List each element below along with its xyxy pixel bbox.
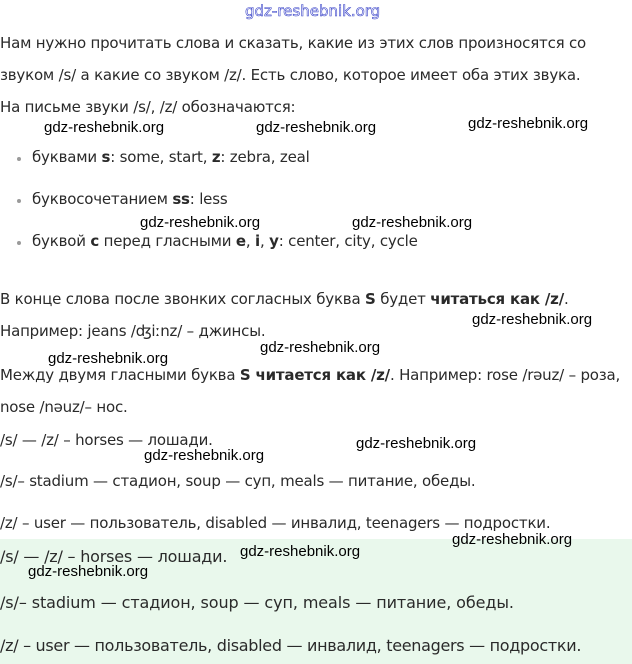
bullet-dot xyxy=(17,241,21,245)
watermark: gdz-reshebnik.org xyxy=(452,531,573,548)
watermark: gdz-reshebnik.org xyxy=(140,214,261,231)
intro-line-1: Нам нужно прочитать слова и сказать, какие из этих слов произносятся со xyxy=(0,34,587,52)
watermark: gdz-reshebnik.org xyxy=(144,447,265,464)
answer-line-3: /z/ – user — пользователь, disabled — инвалид, teenagers — подростки. xyxy=(0,514,551,532)
watermark: gdz-reshebnik.org xyxy=(44,119,165,136)
watermark: gdz-reshebnik.org xyxy=(260,339,381,356)
watermark: gdz-reshebnik.org xyxy=(256,119,377,136)
rule-between-vowels: Между двумя гласными буква S читается как /z/. Например: rose /rəuz/ – роза, xyxy=(0,366,621,384)
intro-line-3: На письме звуки /s/, /z/ обозначаются: xyxy=(0,98,296,116)
answer-highlight-line-1: /s/ — /z/ – horses — лошади. xyxy=(0,547,228,566)
intro-line-2: звуком /s/ а какие со звуком /z/. Есть слово, которое имеет оба этих звука. xyxy=(0,66,581,84)
answer-line-2: /s/– stadium — стадион, soup — суп, meals — питание, обеды. xyxy=(0,472,476,490)
answer-line-1: /s/ — /z/ – horses — лошади. xyxy=(0,431,213,449)
example-nose: nose /nəuz/– нос. xyxy=(0,398,128,416)
watermark: gdz-reshebnik.org xyxy=(28,563,149,580)
watermark: gdz-reshebnik.org xyxy=(472,311,593,328)
bullet-digraph: буквосочетанием ss: less xyxy=(32,190,228,208)
watermark: gdz-reshebnik.org xyxy=(48,350,169,367)
watermark: gdz-reshebnik.org xyxy=(352,214,473,231)
bullet-dot xyxy=(17,157,21,161)
watermark: gdz-reshebnik.org xyxy=(468,115,589,132)
bullet-c-letter: буквой с перед гласными e, i, y: center, city, cycle xyxy=(32,232,418,250)
watermark: gdz-reshebnik.org xyxy=(240,543,361,560)
bullet-dot xyxy=(17,199,21,203)
watermark: gdz-reshebnik.org xyxy=(356,435,477,452)
answer-highlight-line-3: /z/ – user — пользователь, disabled — инвалид, teenagers — подростки. xyxy=(0,636,582,655)
watermark-top: gdz-reshebnik.org xyxy=(245,2,381,20)
example-jeans: Например: jeans /ʤiːnz/ – джинсы. xyxy=(0,322,266,340)
bullet-letters: буквами s: some, start, z: zebra, zeal xyxy=(32,148,310,166)
answer-highlight-line-2: /s/– stadium — стадион, soup — суп, meals — питание, обеды. xyxy=(0,593,514,612)
rule-final-s: В конце слова после звонких согласных буква S будет читаться как /z/. xyxy=(0,290,569,308)
